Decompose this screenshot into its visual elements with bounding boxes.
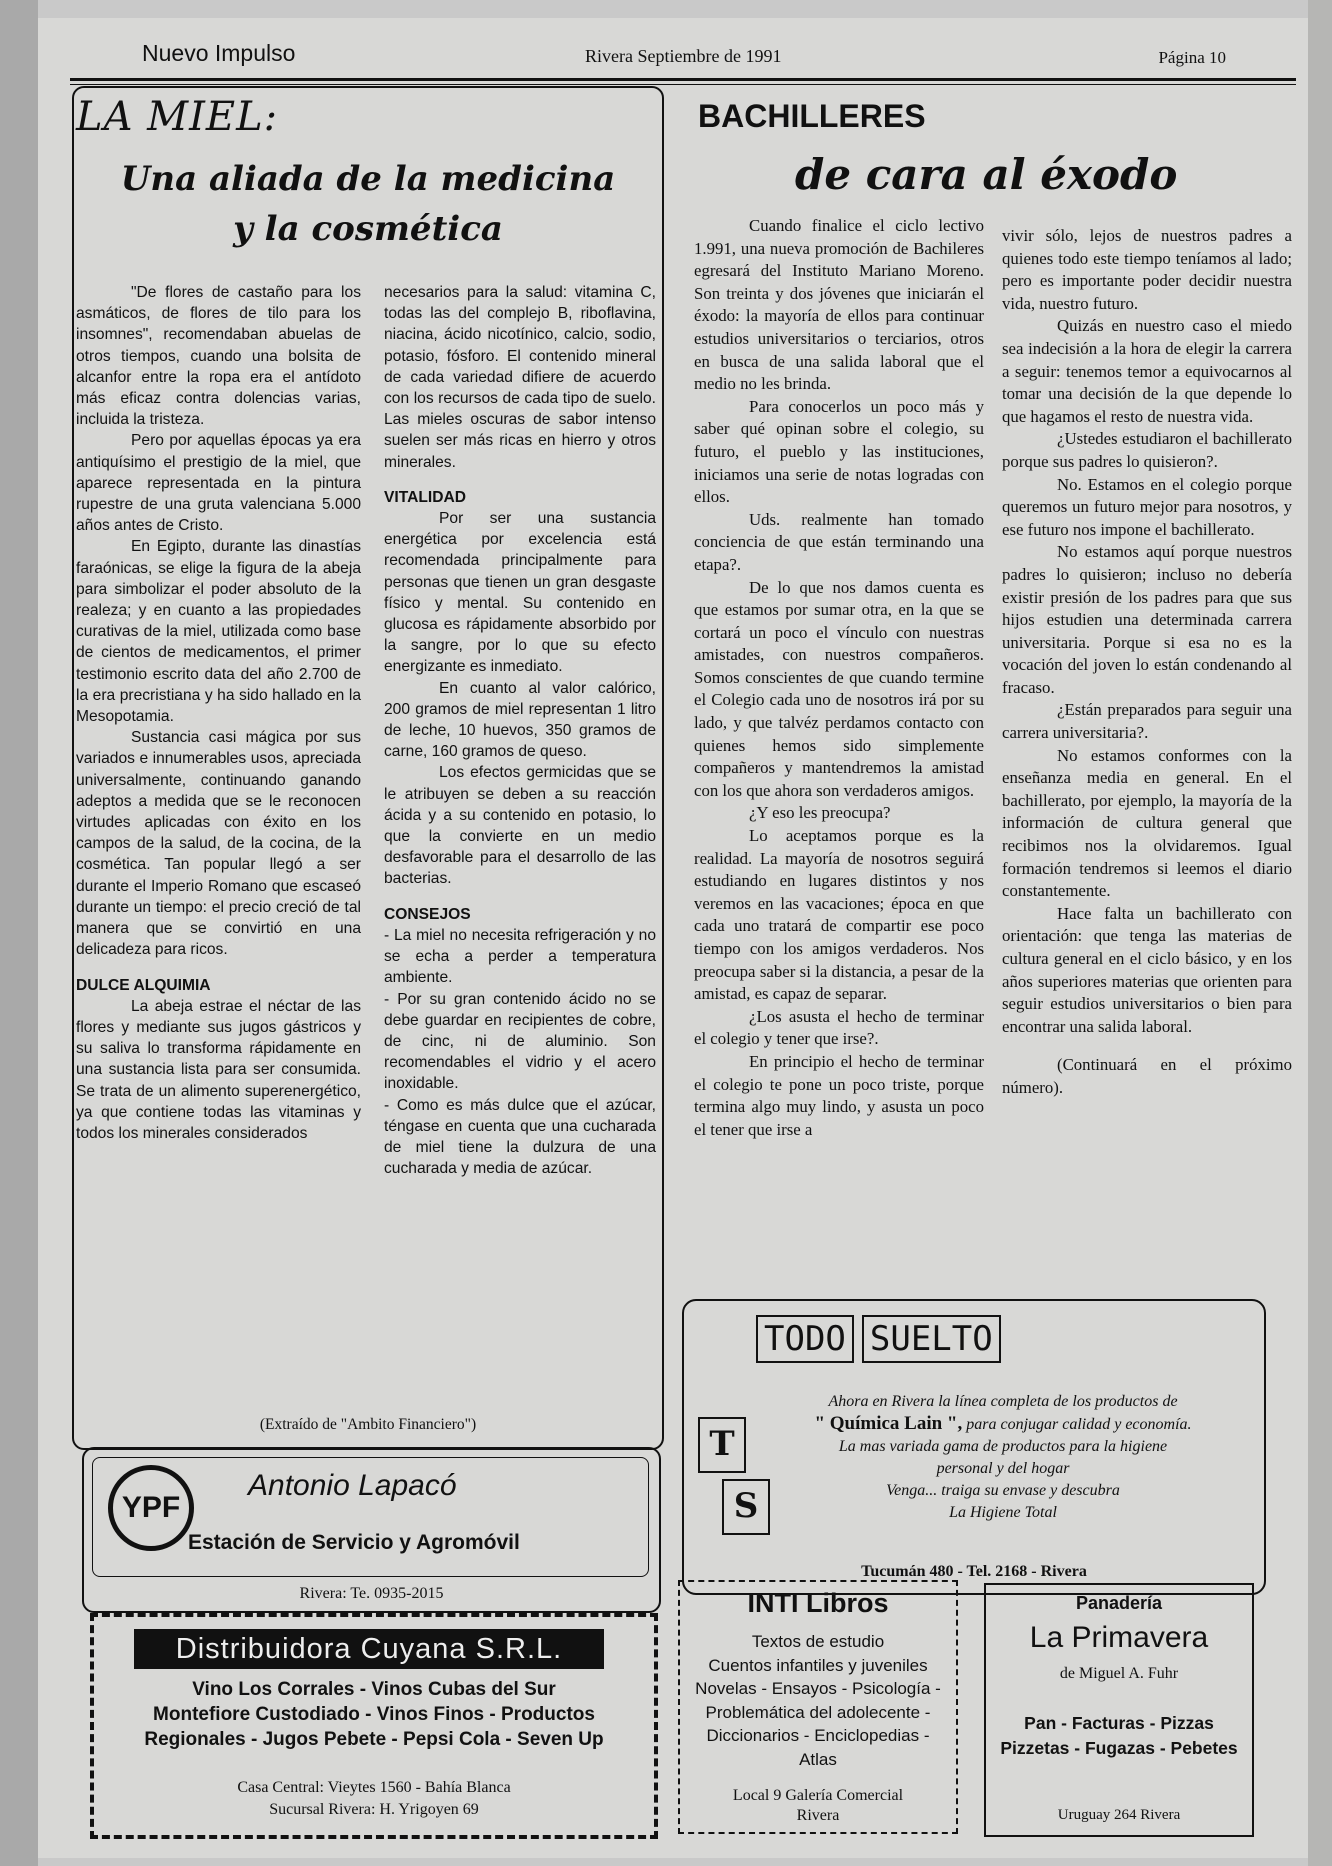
ad-pan-name: La Primavera [1029,1621,1209,1654]
ad-cuyana-address-main: Casa Central: Vieytes 1560 - Bahía Blanca [237,1779,511,1796]
paragraph: La abeja estrae el néctar de las flores y mediante sus jugos gástricos y su saliva lo transforma rápidamente en una sustancia lista para ser consumida. Se trata de un alimento superenergético, ya que contiene todas las vitaminas y todos los minerales considerados [76,997,361,1142]
publication-name: Nuevo Impulso [142,40,296,66]
ad-inti-title: INTI Libros [747,1588,889,1618]
ad-inti-address-city: Rivera [796,1807,840,1824]
ad-ypf-address: Rivera: Te. 0935-2015 [299,1585,444,1602]
paragraph: Hace falta un bachillerato con orientación: que tenga las materias de cultura general en el ciclo básico, y en los años superiores materias que orienten para seguir estudios universitarios o bien para encontrar una salida laboral. [1002,903,1292,1036]
ad-todo-address: Tucumán 480 - Tel. 2168 - Rivera [861,1563,1087,1580]
paragraph: Los efectos germicidas que se le atribuyen se deben a su reacción ácida y a su contenido en potasio, lo que la convierte en un medio desfavorable para el desarrollo de las bacterias. [384,764,656,888]
ad-inti-products [680,1630,956,1771]
paragraph: Lo aceptamos porque es la realidad. La mayoría de nosotros seguirá estudiando en lugares distintos y nos veremos en las vacaciones; época en que cada uno tratará de compartir ese poco tiempo con los amigos verdaderos. Nos preocupa saber si la distancia, a pesar de la amistad, es capaz de separar. [694,826,984,1004]
header-rule-thin [70,84,1296,85]
ad-inti-line: Cuentos infantiles y juveniles [708,1655,928,1675]
ad-cuyana-address-branch: Sucursal Rivera: H. Yrigoyen 69 [269,1801,479,1818]
ad-ypf-lapaco [82,1447,661,1613]
list-item: - Por su gran contenido ácido no se debe guardar en recipientes de cobre, de cinc, ni de aluminio. Son recomendables el vidrio y el acero inoxidable. [384,990,656,1093]
paragraph: ¿Y eso les preocupa? [749,803,891,823]
ad-todo-brand-tail: para conjugar calidad y economía. [962,1416,1192,1433]
miel-title: LA MIEL: [76,94,279,140]
paragraph: Sustancia casi mágica por sus variados e innumerables usos, apreciada universalmente, continuando ganando adeptos a medida que se le reconocen virtudes aplicadas con éxito en los campos de la salud, de la cocina, de la cosmética. Tan popular llegó a ser durante el Imperio Romano que escaseó durante un tiempo: el precio creció de tal manera que se convirtió en una delicadeza para ricos. [76,729,361,959]
ad-inti-line: Textos de estudio [751,1632,885,1651]
subheading-consejos: CONSEJOS [384,905,471,923]
continued-note: (Continuará en el próximo número). [1002,1055,1292,1097]
paragraph: En Egipto, durante las dinastías faraónicas, se elige la figura de la abeja para simbolizar el poder absoluto de la realeza; y en cuanto a las propiedades curativas de la miel, utilizada como base de cientos de medicamentos, el primer testimonio escrito data del año 2.700 de la era precristiana y ha sido hallado en la Mesopotamia. [76,538,361,726]
ad-pan-address: Uruguay 264 Rivera [1057,1807,1181,1823]
ad-inti-line: Novelas - Ensayos - Psicología - [695,1679,941,1698]
ad-inti-address [680,1786,956,1826]
miel-subtitle-line2: y la cosmética [233,209,503,249]
ypf-logo-icon: YPF [108,1465,194,1551]
ad-cuyana-address [94,1777,654,1821]
ad-todo-suelto [682,1299,1266,1595]
issue-date: Rivera Septiembre de 1991 [585,46,782,66]
ad-todo-line: La mas variada gama de productos para la higiene [838,1438,1168,1455]
miel-column-2 [384,282,656,1179]
ad-inti-address-line: Local 9 Galería Comercial [732,1787,904,1804]
subheading-dulce-alquimia: DULCE ALQUIMIA [76,976,211,994]
bach-column-1 [694,215,984,1141]
ad-inti-line: Diccionarios - Enciclopedias - [706,1726,930,1745]
ad-todo-brand: " Química Lain ", [814,1413,963,1434]
ad-todo-text [768,1391,1238,1524]
article-miel [72,86,664,1450]
ad-todo-line: Venga... traiga su envase y descubra [886,1482,1120,1499]
ad-pan-products [986,1711,1252,1761]
paragraph: ¿Los asusta el hecho de terminar el colegio y tener que irse?. [694,1006,984,1049]
paragraph: ¿Están preparados para seguir una carrera universitaria?. [1002,700,1292,743]
paragraph: De lo que nos damos cuenta es que estamos por sumar otra, en la que se cortará un poco el vínculo con nuestras amistades, con nuestros compañeros. Somos conscientes de que cuando termine el Colegio cada uno de nosotros irá por su lado, y que talvéz perdamos contacto con quienes hemos sido simplemente compañeros y mantendremos la amistad con los que ahora son verdaderos amigos. [694,577,984,800]
miel-subtitle [74,154,662,254]
paragraph: necesarios para la salud: vitamina C, todas las del complejo B, riboflavina, niacina, ácido nicotínico, calcio, sodio, potasio, fósforo. El contenido mineral de cada variedad difiere de acuerdo con los recursos de cada tipo de suelo. Las mieles oscuras de sabor intenso suelen ser más ricas en hierro y otros minerales. [384,284,656,471]
ad-pan-products-line: Pan - Facturas - Pizzas [1024,1713,1214,1733]
miel-column-1 [76,282,361,1144]
ad-cuyana-line: Montefiore Custodiado - Vinos Finos - Productos [153,1704,595,1725]
page-header [70,22,1230,72]
paragraph: No estamos conformes con la enseñanza media en general. En el bachillerato, por ejemplo, la mayoría de la información de cultura general que recibimos nos la olvidaremos. Igual formación tendremos si leemos el diario constantemente. [1002,745,1292,901]
todo-suelto-logo-word1: TODO [756,1315,854,1363]
bach-column-2 [1002,225,1292,1100]
ad-inti-line: Problemática del adolecente - [705,1702,931,1722]
ad-cuyana-products [94,1677,654,1752]
page-right-edge [1308,0,1332,1866]
miel-subtitle-line1: Una aliada de la medicina [120,159,616,199]
ad-ypf-description: Estación de Servicio y Agromóvil [188,1531,520,1554]
ad-pan-kind: Panadería [1075,1593,1163,1613]
ad-inti-libros [678,1580,958,1834]
ad-distribuidora-cuyana [90,1613,658,1839]
bach-title: BACHILLERES [698,98,926,134]
letter-t-icon: T [698,1417,746,1473]
paragraph: "De flores de castaño para los asmáticos, de flores de tilo para los insomnes", recomendaban abuelas de otros tiempos, cuando una bolsita de alcanfor entre la ropa era el antídoto más eficaz contra dolencias varias, incluida la tristeza. [76,284,361,429]
paragraph: No estamos aquí porque nuestros padres lo quisieron; incluso no debería existir presión de los padres para que sus hijos estudien una determinada carrera universitaria. Porque si esa no es la vocación del joven lo están condenando al fracaso. [1002,542,1292,697]
letter-s-icon: S [722,1479,770,1535]
ad-inti-line: Atlas [799,1749,837,1769]
ad-todo-brand-line [768,1413,1238,1436]
paragraph: vivir sólo, lejos de nuestros padres a quienes todo este tiempo teníamos al lado; pero es importante poder decidir nuestra vida, nuestro futuro. [1002,226,1292,313]
list-item: - La miel no necesita refrigeración y no se echa a perder a temperatura ambiente. [384,926,656,987]
ad-todo-line: personal y del hogar [936,1460,1070,1477]
paragraph: Pero por aquellas épocas ya era antiquísimo el prestigio de la miel, que aparece representada en la pintura rupestre de una gruta valenciana 5.000 años antes de Cristo. [76,432,361,535]
miel-source-credit: (Extraído de "Ambito Financiero") [259,1416,477,1433]
page-binding-edge [0,0,38,1866]
todo-suelto-logo-word2: SUELTO [862,1315,1001,1363]
paragraph: En principio el hecho de terminar el colegio te pone un poco triste, porque termina algo muy lindo, y asusta un poco el tener que irse a [694,1051,984,1139]
page-number: Página 10 [1158,48,1226,67]
ad-pan-owner: de Miguel A. Fuhr [1059,1665,1179,1682]
todo-suelto-logo [756,1315,1009,1363]
ad-pan-products-line: Pizzetas - Fugazas - Pebetes [1000,1738,1238,1758]
paragraph: Uds. realmente han tomado conciencia de que están terminando una etapa?. [694,509,984,574]
ad-cuyana-name: Distribuidora Cuyana S.R.L. [134,1629,604,1669]
subheading-vitalidad: VITALIDAD [384,488,467,506]
paragraph: Cuando finalice el ciclo lectivo 1.991, una nueva promoción de Bachileres egresará del Instituto Mariano Moreno. Son treinta y dos jóvenes que iniciarán el éxodo: la mayoría de ellos para continuar estudios universitarios o terciarios, otros en busca de una salida laboral que el medio no les brinda. [694,216,984,394]
bach-subtitle: de cara al éxodo [795,150,1178,199]
paragraph: Por ser una sustancia energética por excelencia está recomendada principalmente para personas que tienen un gran desgaste físico y mental. Su contenido en glucosa es rápidamente absorbido por la sangre, por lo que su efecto energizante es inmediato. [384,510,656,676]
ad-todo-line: Ahora en Rivera la línea completa de los productos de [828,1393,1178,1410]
ad-cuyana-line: Vino Los Corrales - Vinos Cubas del Sur [192,1679,556,1700]
paragraph: ¿Ustedes estudiaron el bachillerato porque sus padres lo quisieron?. [1002,429,1292,471]
ad-panaderia-la-primavera [984,1583,1254,1837]
ad-ypf-name: Antonio Lapacó [248,1469,457,1502]
paragraph: Para conocerlos un poco más y saber qué opinan sobre el colegio, su futuro, el pueblo y las instituciones, iniciamos una serie de notas logradas con ellos. [694,396,984,507]
paragraph: Quizás en nuestro caso el miedo sea indecisión a la hora de elegir la carrera a seguir: tenemos temor a equivocarnos al tomar una decisión de la que depende lo que hagamos el resto de nuestra vida. [1002,316,1292,426]
list-item: - Como es más dulce que el azúcar, téngase en cuenta que una cucharada de miel tiene la dulzura de una cucharada y media de azúcar. [384,1096,656,1178]
ad-todo-line: La Higiene Total [949,1504,1057,1521]
ad-cuyana-line: Regionales - Jugos Pebete - Pepsi Cola - Seven Up [144,1729,604,1750]
paragraph: En cuanto al valor calórico, 200 gramos de miel representan 1 litro de leche, 10 huevos, 350 gramos de carne, 160 gramos de queso. [384,679,656,761]
header-rule [70,78,1296,81]
paragraph: No. Estamos en el colegio porque queremos un futuro mejor para nosotros, y ese futuro nos impone el bachillerato. [1002,474,1292,539]
